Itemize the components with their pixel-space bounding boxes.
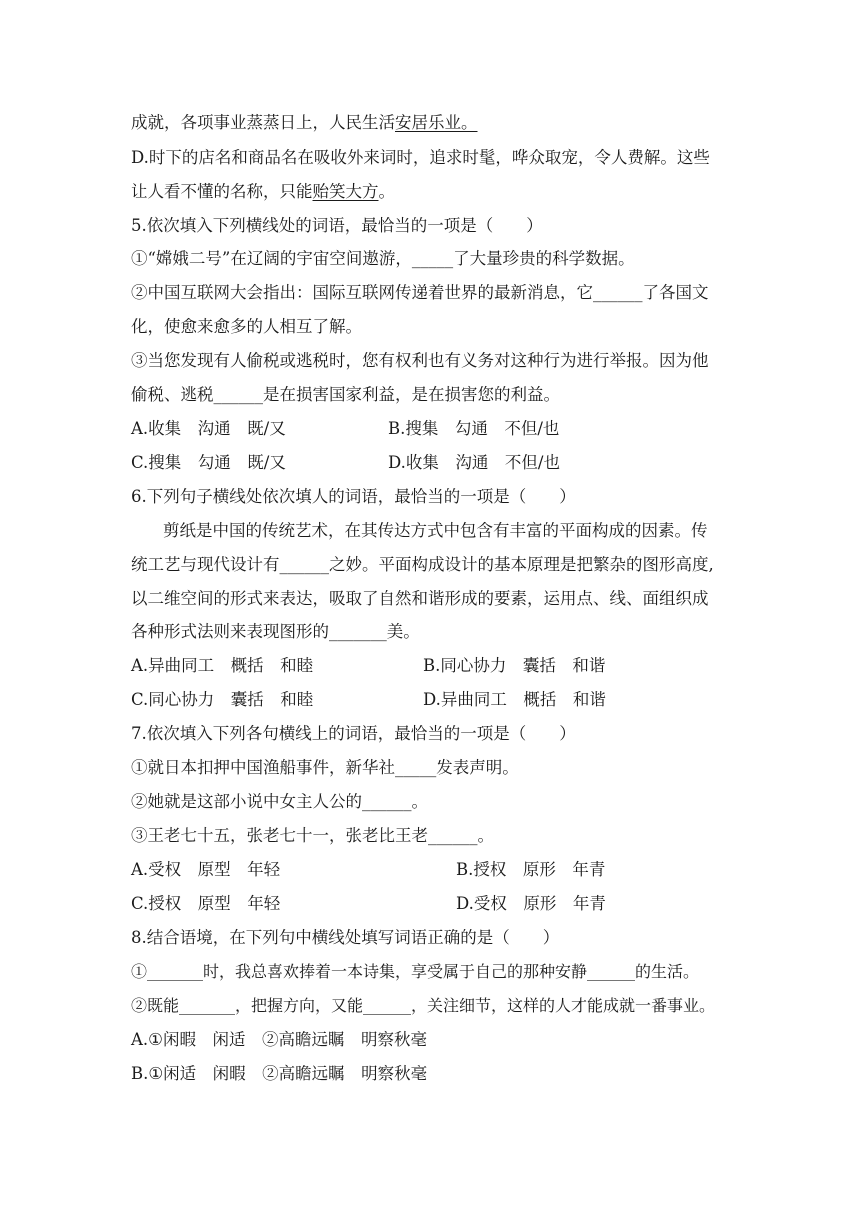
q5-sentence-3-line2: 偷税、逃税______是在损害国家利益，是在损害您的利益。 <box>131 385 560 404</box>
q4-option-c-tail <box>131 112 478 134</box>
q7-sentence-2: ②她就是这部小说中女主人公的______。 <box>131 792 428 811</box>
q7-option-c: C.授权 原型 年轻 <box>131 894 281 913</box>
q7-option-a: A.受权 原型 年轻 <box>131 860 281 879</box>
q4-d-underlined-phrase: 贻笑大方 <box>312 182 379 201</box>
q8-stem: 8.结合语境，在下列句中横线处填写词语正确的是（ ） <box>131 928 560 947</box>
q4-c-text: 成就，各项事业蒸蒸日上，人民生活 <box>131 113 395 132</box>
q7-sentence-3: ③王老七十五，张老七十一，张老比王老______。 <box>131 826 494 845</box>
q6-passage-line2: 统工艺与现代设计有______之妙。平面构成设计的基本原理是把繁杂的图形高度, <box>131 555 714 574</box>
q6-option-b: B.同心协力 囊括 和谐 <box>423 656 606 675</box>
q6-option-c: C.同心协力 囊括 和睦 <box>131 690 314 709</box>
q6-stem: 6.下列句子横线处依次填人的词语，最恰当的一项是（ ） <box>131 487 576 506</box>
q7-option-b: B.授权 原形 年青 <box>456 860 606 879</box>
q8-option-a: A.①闲暇 闲适 ②高瞻远瞩 明察秋毫 <box>131 1030 427 1049</box>
q4-d-period: 。 <box>378 182 395 201</box>
q7-sentence-1: ①就日本扣押中国渔船事件，新华社_____发表声明。 <box>131 758 519 777</box>
q6-passage-line3: 以二维空间的形式来表达，吸取了自然和谐形成的要素，运用点、线、面组织成 <box>131 589 709 608</box>
q6-passage-line1: 剪纸是中国的传统艺术，在其传达方式中包含有丰富的平面构成的因素。传 <box>163 521 708 540</box>
q8-option-b: B.①闲适 闲暇 ②高瞻远瞩 明察秋毫 <box>131 1064 428 1083</box>
q4-option-d-line2 <box>131 181 395 203</box>
q5-sentence-1: ①“嫦娥二号”在辽阔的宇宙空间遨游，_____了大量珍贵的科学数据。 <box>131 249 635 268</box>
q4-c-underlined-phrase: 安居乐业。 <box>395 113 478 132</box>
q6-passage-line4: 各种形式法则来表现图形的_______美。 <box>131 622 420 641</box>
q7-option-d: D.受权 原形 年青 <box>456 894 606 913</box>
q7-stem: 7.依次填入下列各句横线上的词语，最恰当的一项是（ ） <box>131 724 576 743</box>
q6-option-a: A.异曲同工 概括 和睦 <box>131 656 314 675</box>
q6-option-d: D.异曲同工 概括 和谐 <box>423 690 606 709</box>
q5-stem: 5.依次填入下列横线处的词语，最恰当的一项是（ ） <box>131 216 543 235</box>
q5-sentence-2-line1: ②中国互联网大会指出：国际互联网传递着世界的最新消息，它______了各国文 <box>131 283 709 302</box>
q8-sentence-2: ②既能_______，把握方向，又能______，关注细节，这样的人才能成就一番事业。 <box>131 996 716 1015</box>
q5-option-a: A.收集 沟通 既/又 <box>131 419 286 438</box>
q5-option-c: C.搜集 勾通 既/又 <box>131 453 286 472</box>
q5-sentence-2-line2: 化，使愈来愈多的人相互了解。 <box>131 317 362 336</box>
q8-sentence-1: ①_______时，我总喜欢捧着一本诗集，享受属于自己的那种安静______的生活。 <box>131 962 700 981</box>
q5-option-d: D.收集 沟通 不但/也 <box>388 453 560 472</box>
q4-d-text: 让人看不懂的名称，只能 <box>131 182 313 201</box>
q5-sentence-3-line1: ③当您发现有人偷税或逃税时，您有权利也有义务对这种行为进行举报。因为他 <box>131 351 709 370</box>
q4-option-d-line1: D.时下的店名和商品名在吸收外来词时，追求时髦，哗众取宠，令人费解。这些 <box>131 148 710 167</box>
q5-option-b: B.搜集 勾通 不但/也 <box>388 419 560 438</box>
